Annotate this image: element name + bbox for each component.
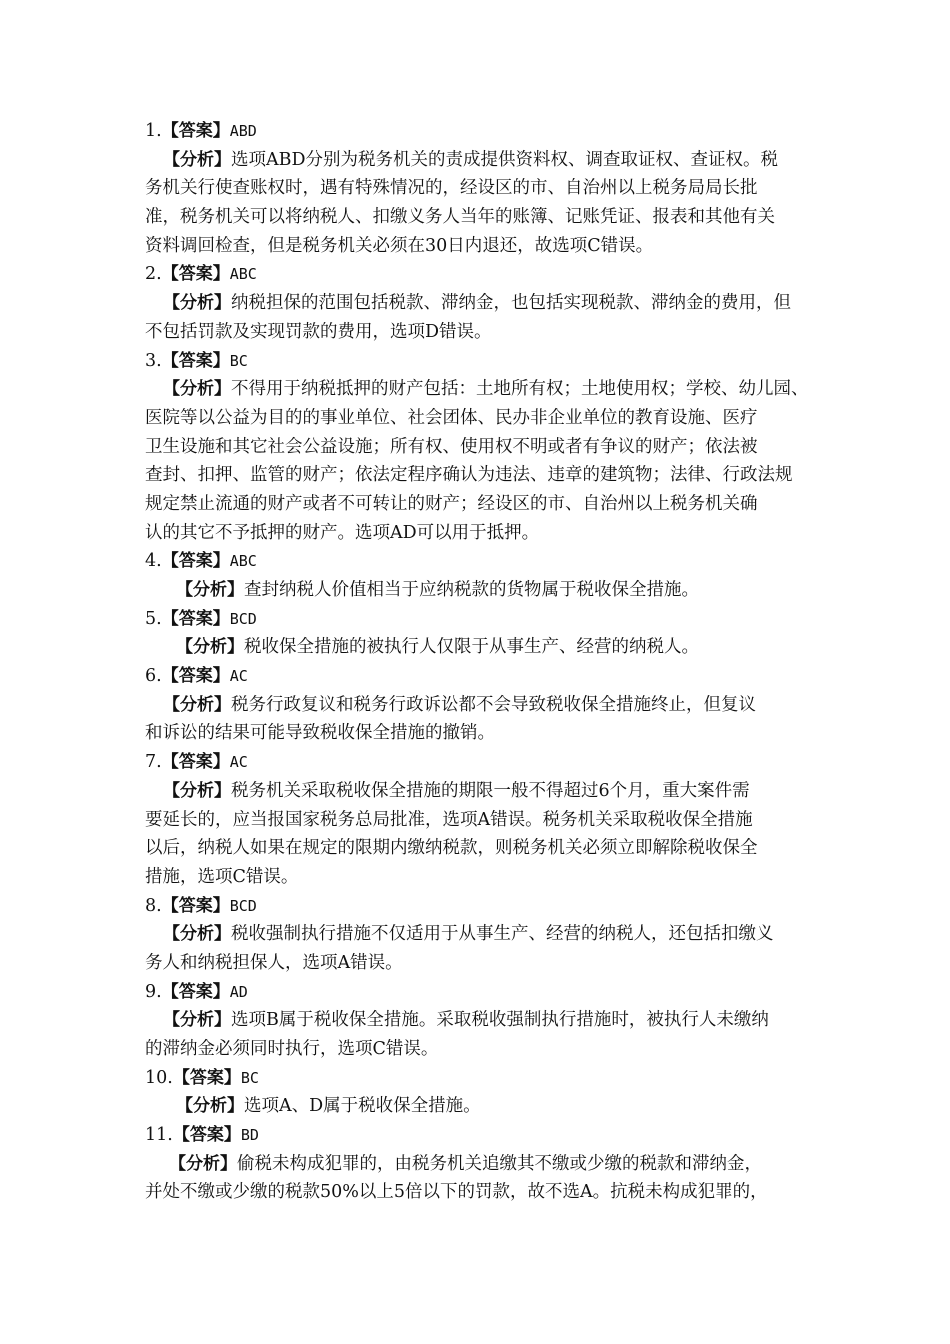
analysis-label: 【分析】 [163, 924, 231, 945]
question-number: 7. [145, 752, 162, 773]
analysis-label: 【分析】 [163, 1010, 231, 1031]
analysis-line: 的滞纳金必须同时执行，选项C错误。 [145, 1039, 439, 1059]
question-number: 5. [145, 608, 162, 629]
analysis-label: 【分析】 [176, 1096, 244, 1117]
answer-item [145, 605, 810, 662]
analysis-line: 要延长的，应当报国家税务总局批准，选项A错误。税务机关采取税收保全措施 [145, 809, 753, 830]
answer-label: 【答案】 [161, 264, 230, 285]
question-number: 2. [145, 264, 162, 285]
answer-line [145, 547, 810, 576]
analysis-first-line: 【分析】选项ABD分别为税务机关的责成提供资料权、调查取证权、查证权。税 [163, 149, 779, 170]
answer-line [145, 347, 810, 376]
answer-value: ABC [229, 552, 257, 571]
analysis-line: 认的其它不予抵押的财产。选项AD可以用于抵押。 [145, 522, 540, 543]
answer-label: 【答案】 [161, 895, 230, 916]
analysis-label: 【分析】 [169, 1153, 237, 1174]
analysis-line: 和诉讼的结果可能导致税收保全措施的撤销。 [145, 723, 495, 744]
analysis-line: 资料调回检查，但是税务机关必须在30日内退还，故选项C错误。 [145, 235, 654, 256]
analysis-line: 并处不缴或少缴的税款50%以上5倍以下的罚款，故不选A。抗税未构成犯罪的， [145, 1182, 768, 1203]
analysis-label: 【分析】 [163, 379, 231, 400]
analysis-label: 【分析】 [176, 580, 244, 600]
analysis-first-line: 【分析】税务行政复议和税务行政诉讼都不会导致税收保全措施终止，但复议 [163, 694, 756, 715]
answer-item [145, 547, 810, 604]
answer-label: 【答案】 [161, 666, 230, 687]
question-number: 10. [145, 1067, 173, 1088]
question-number: 3. [145, 350, 162, 371]
analysis-line: 措施，选项C错误。 [145, 866, 299, 887]
analysis-label: 【分析】 [163, 293, 231, 314]
analysis-first-line: 【分析】纳税担保的范围包括税款、滞纳金，也包括实现税款、滞纳金的费用，但 [163, 293, 791, 314]
answer-list [145, 117, 810, 1207]
answer-label: 【答案】 [161, 551, 230, 572]
answer-item [145, 117, 810, 260]
analysis-line: 规定禁止流通的财产或者不可转让的财产；经设区的市、自治州以上税务机关确 [145, 493, 758, 514]
answer-line [145, 748, 810, 777]
answer-value: BD [240, 1126, 259, 1145]
answer-item [145, 1121, 810, 1207]
answer-value: AC [229, 753, 248, 772]
answer-item [145, 892, 810, 978]
answer-line [145, 605, 810, 634]
answer-label: 【答案】 [172, 1125, 241, 1146]
answer-value: BC [229, 351, 248, 370]
analysis-first-line: 【分析】税收强制执行措施不仅适用于从事生产、经营的纳税人，还包括扣缴义 [163, 924, 774, 945]
answer-label: 【答案】 [161, 752, 230, 773]
answer-line [145, 662, 810, 691]
question-number: 6. [145, 666, 162, 687]
analysis-first-line: 【分析】选项A、D属于税收保全措施。 [176, 1096, 481, 1117]
question-number: 9. [145, 981, 162, 1002]
analysis-first-line: 【分析】不得用于纳税抵押的财产包括：土地所有权；土地使用权；学校、幼儿园、 [163, 379, 809, 400]
analysis-first-line: 【分析】偷税未构成犯罪的，由税务机关追缴其不缴或少缴的税款和滞纳金， [169, 1153, 762, 1174]
analysis-line: 以后，纳税人如果在规定的限期内缴纳税款，则税务机关必须立即解除税收保全 [145, 838, 758, 859]
answer-item [145, 662, 810, 748]
answer-item [145, 260, 810, 346]
answer-line [145, 117, 810, 146]
analysis-label: 【分析】 [163, 780, 231, 801]
analysis-first-line: 【分析】选项B属于税收保全措施。采取税收强制执行措施时，被执行人未缴纳 [163, 1010, 769, 1031]
answer-value: BCD [229, 896, 257, 915]
analysis-line: 医院等以公益为目的的事业单位、社会团体、民办非企业单位的教育设施、医疗 [145, 407, 758, 428]
question-number: 11. [145, 1125, 173, 1146]
analysis-first-line: 【分析】税收保全措施的被执行人仅限于从事生产、经营的纳税人。 [176, 637, 699, 658]
answer-label: 【答案】 [161, 121, 230, 141]
answer-value: AC [229, 667, 248, 686]
analysis-line: 务人和纳税担保人，选项A错误。 [145, 952, 403, 973]
answer-line [145, 1064, 810, 1093]
analysis-label: 【分析】 [163, 149, 231, 170]
question-number: 8. [145, 895, 162, 916]
answer-item [145, 978, 810, 1064]
analysis-label: 【分析】 [163, 694, 231, 715]
answer-value: ABC [229, 265, 257, 284]
answer-line [145, 978, 810, 1007]
answer-label: 【答案】 [161, 981, 230, 1002]
analysis-line: 不包括罚款及实现罚款的费用，选项D错误。 [145, 321, 492, 342]
analysis-label: 【分析】 [176, 637, 244, 658]
answer-line [145, 260, 810, 289]
question-number: 1. [145, 121, 162, 141]
answer-label: 【答案】 [161, 608, 230, 629]
answer-value: AD [229, 982, 248, 1001]
answer-item [145, 748, 810, 891]
analysis-line: 卫生设施和其它社会公益设施；所有权、使用权不明或者有争议的财产；依法被 [145, 436, 758, 457]
analysis-line: 查封、扣押、监管的财产；依法定程序确认为违法、违章的建筑物；法律、行政法规 [145, 465, 793, 486]
answer-line [145, 892, 810, 921]
question-number: 4. [145, 551, 162, 572]
answer-value: BCD [229, 609, 257, 628]
answer-value: BC [240, 1068, 259, 1087]
analysis-line: 务机关行使查账权时，遇有特殊情况的，经设区的市、自治州以上税务局局长批 [145, 178, 758, 199]
answer-label: 【答案】 [161, 350, 230, 371]
answer-line [145, 1121, 810, 1150]
answer-value: ABD [229, 122, 257, 140]
analysis-line: 准，税务机关可以将纳税人、扣缴义务人当年的账簿、记账凭证、报表和其他有关 [145, 207, 775, 228]
answer-item [145, 347, 810, 548]
analysis-first-line: 【分析】查封纳税人价值相当于应纳税款的货物属于税收保全措施。 [176, 580, 699, 600]
answer-label: 【答案】 [172, 1067, 241, 1088]
answer-item [145, 1064, 810, 1121]
analysis-first-line: 【分析】税务机关采取税收保全措施的期限一般不得超过6个月，重大案件需 [163, 780, 750, 801]
